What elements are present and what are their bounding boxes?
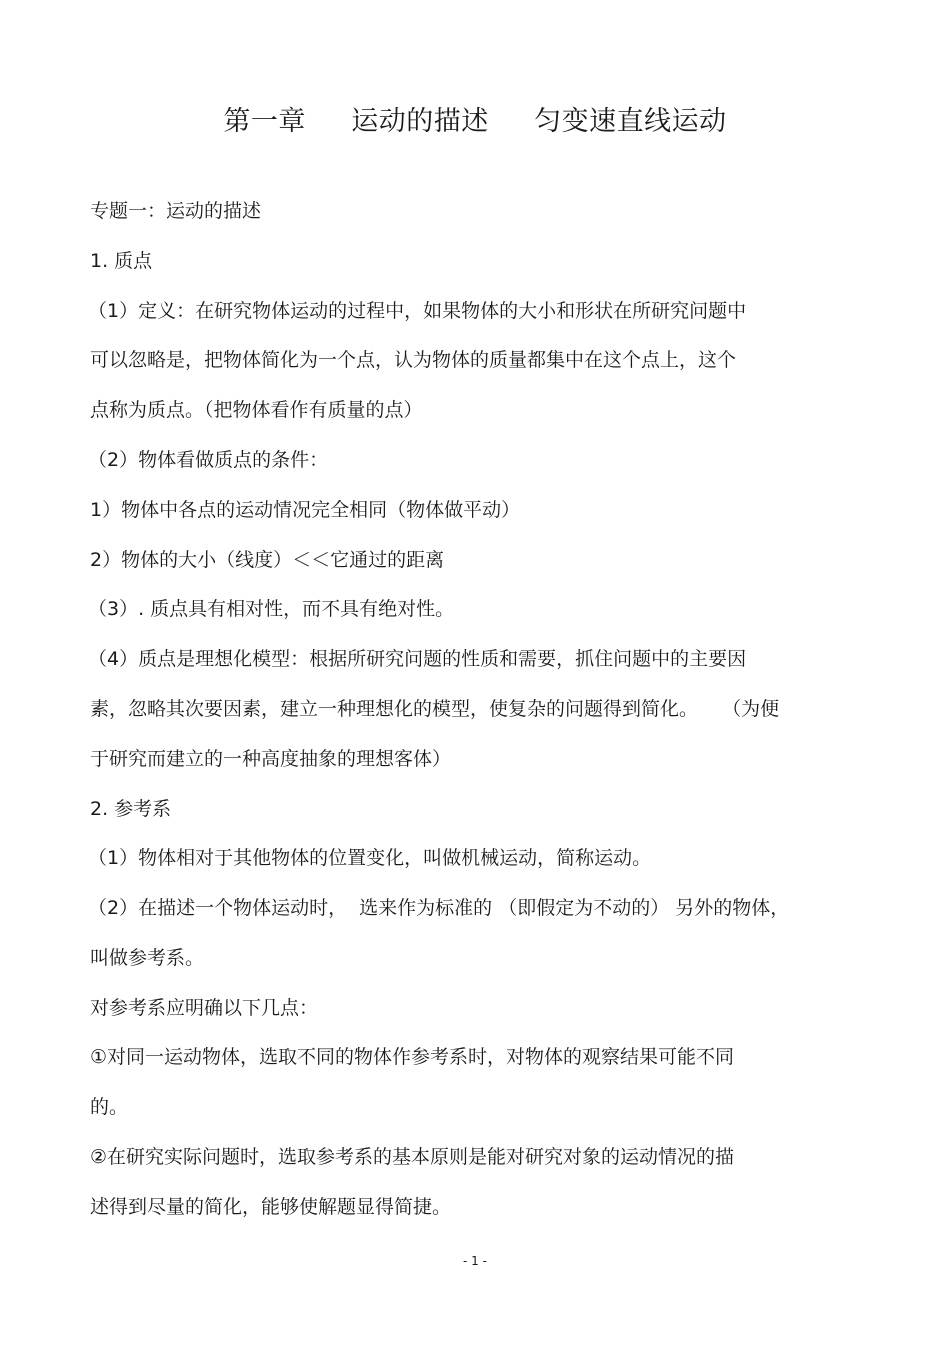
- chapter-title: 第一章 运动的描述 匀变速直线运动: [223, 106, 727, 137]
- paragraph-line: 述得到尽量的简化，能够使解题显得简捷。: [90, 1196, 452, 1218]
- page-number: - 1 -: [463, 1254, 487, 1268]
- paragraph-line: （1）物体相对于其他物体的位置变化，叫做机械运动，简称运动。: [88, 847, 652, 869]
- paragraph-line: 素，忽略其次要因素，建立一种理想化的模型，使复杂的问题得到简化。 （为便: [90, 698, 780, 720]
- paragraph-line: （1）定义：在研究物体运动的过程中，如果物体的大小和形状在所研究问题中: [88, 300, 747, 322]
- paragraph-line: 点称为质点。（把物体看作有质量的点）: [90, 399, 423, 421]
- subsection-heading: 2. 参考系: [90, 798, 172, 820]
- paragraph-line: 对参考系应明确以下几点：: [90, 997, 319, 1019]
- paragraph-line: （2）在描述一个物体运动时， 选来作为标准的 （即假定为不动的） 另外的物体，: [88, 897, 790, 919]
- paragraph-line: 可以忽略是，把物体简化为一个点，认为物体的质量都集中在这个点上，这个: [90, 349, 737, 371]
- paragraph-line: （3）. 质点具有相对性，而不具有绝对性。: [88, 598, 455, 620]
- subsection-heading: 1. 质点: [90, 250, 153, 272]
- paragraph-line: 于研究而建立的一种高度抽象的理想客体）: [90, 748, 452, 770]
- section-heading: 专题一：运动的描述: [90, 200, 262, 222]
- paragraph-line: ②在研究实际问题时，选取参考系的基本原则是能对研究对象的运动情况的描: [90, 1146, 735, 1168]
- paragraph-line: （2）物体看做质点的条件：: [88, 449, 329, 471]
- paragraph-line: （4）质点是理想化模型：根据所研究问题的性质和需要，抓住问题中的主要因: [88, 648, 747, 670]
- paragraph-line: 1）物体中各点的运动情况完全相同（物体做平动）: [90, 499, 521, 521]
- paragraph-line: 2）物体的大小（线度）＜＜它通过的距离: [90, 549, 445, 571]
- paragraph-line: 叫做参考系。: [90, 947, 205, 969]
- paragraph-line: 的。: [90, 1096, 129, 1118]
- paragraph-line: ①对同一运动物体，选取不同的物体作参考系时，对物体的观察结果可能不同: [90, 1046, 735, 1068]
